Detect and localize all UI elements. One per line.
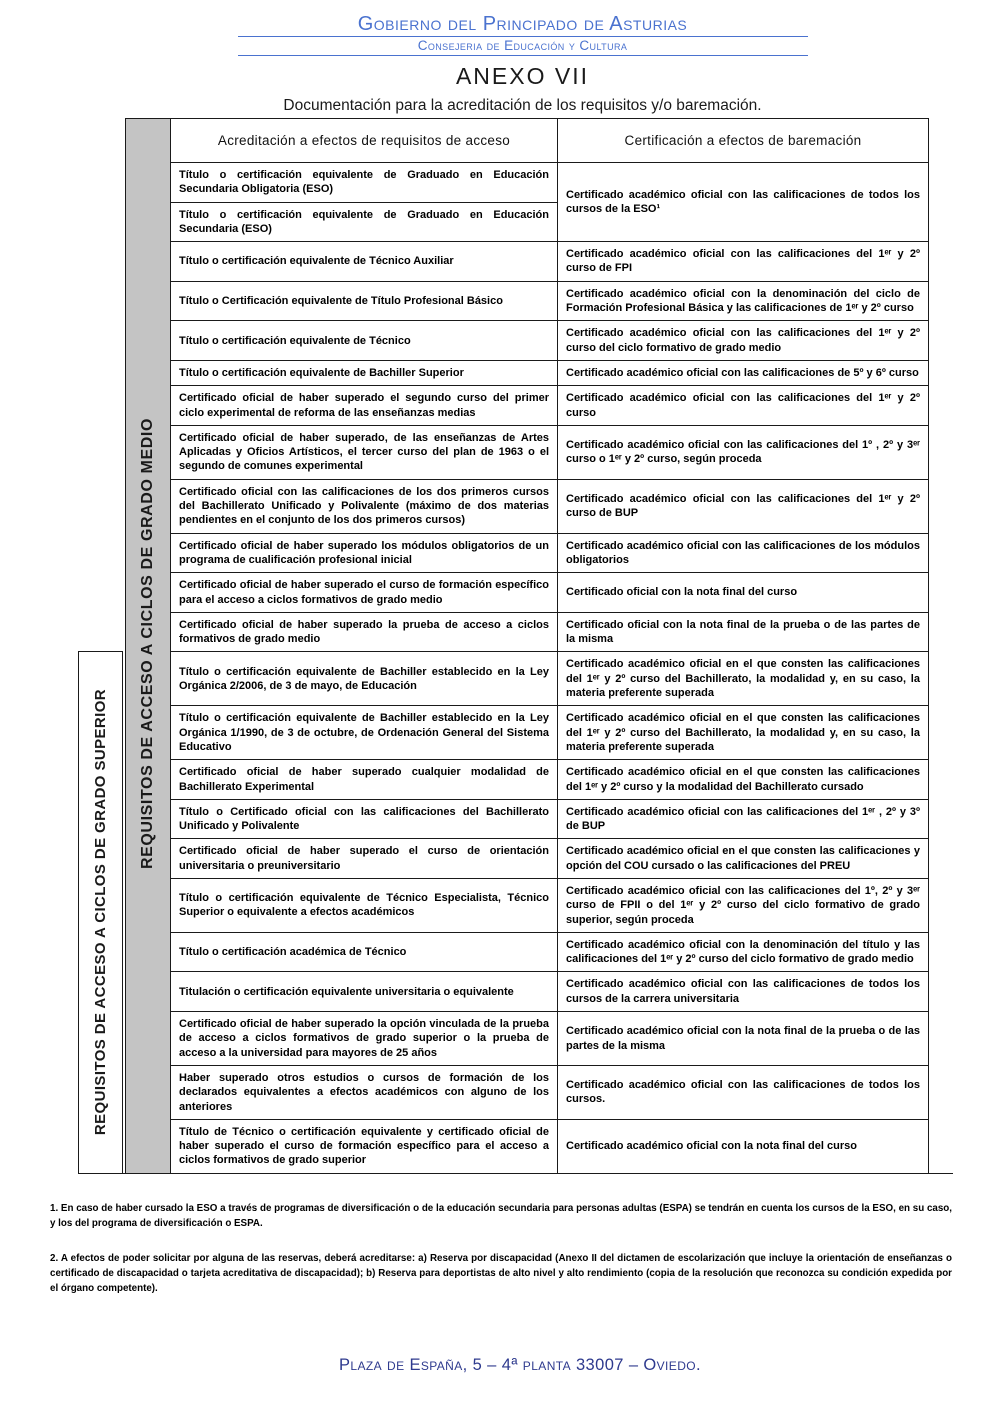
grado-superior-label: REQUISITOS DE ACCESO A CICLOS DE GRADO SUPERIOR — [92, 689, 109, 1136]
table-row — [126, 573, 929, 613]
table-row — [126, 242, 929, 282]
table-row — [126, 612, 929, 652]
acreditacion-cell: Certificado oficial de haber superado el curso de formación específico para el acceso a ciclos formativos de grado medio — [171, 573, 558, 613]
certificacion-cell: Certificado académico oficial en el que consten las calificaciones del 1ᵉʳ y 2º curso y la modalidad del Bachillerato cursado — [558, 760, 929, 800]
footnote-1: 1. En caso de haber cursado la ESO a través de programas de diversificación o de la educación secundaria para personas adultas (ESPA) se tendrán en cuenta los cursos de la ESO, en su caso, y los del programa de diversificación o ESPA. — [50, 1203, 952, 1229]
acreditacion-cell: Certificado oficial de haber superado los módulos obligatorios de un programa de cualificación profesional inicial — [171, 533, 558, 573]
acreditacion-cell: Título o certificación equivalente de Bachiller Superior — [171, 360, 558, 385]
table-row — [126, 760, 929, 800]
org-name: Gobierno del Principado de Asturias — [357, 13, 688, 35]
acreditacion-cell: Título o certificación equivalente de Bachiller establecido en la Ley Orgánica 2/2006, de 3 de mayo, de Educación — [171, 652, 558, 706]
acreditacion-cell: Título o certificación equivalente de Graduado en Educación Secundaria (ESO) — [171, 202, 558, 242]
certificacion-cell: Certificado académico oficial con las calificaciones del 1ᵉʳ , 2º y 3º de BUP — [558, 799, 929, 839]
certificacion-cell: Certificado académico oficial con las calificaciones del 1ᵉʳ y 2º curso de FPI — [558, 242, 929, 282]
table-row — [126, 839, 929, 879]
table-row — [126, 425, 929, 479]
certificacion-cell: Certificado académico oficial con la nota final del curso — [558, 1119, 929, 1173]
acreditacion-cell: Título o certificación académica de Técnico — [171, 932, 558, 972]
certificacion-cell: Certificado académico oficial con la denominación del título y las calificaciones del 1ᵉʳ y 2º curso del ciclo formativo de grado medio — [558, 932, 929, 972]
acreditacion-cell: Certificado oficial de haber superado cualquier modalidad de Bachillerato Experimental — [171, 760, 558, 800]
table-row — [126, 706, 929, 760]
certificacion-cell: Certificado académico oficial con la denominación del ciclo de Formación Profesional Básica y las calificaciones de 1ᵉʳ y 2º curso — [558, 281, 929, 321]
doc-header — [0, 14, 1000, 115]
col-header-certificacion: Certificación a efectos de baremación — [558, 119, 929, 163]
table-row — [126, 1065, 929, 1119]
certificacion-cell: Certificado académico oficial con las calificaciones de todos los cursos de la ESO¹ — [558, 163, 929, 242]
grado-superior-label-box — [78, 651, 123, 1174]
table-bottom-rule — [78, 1173, 953, 1174]
table-row — [126, 479, 929, 533]
acreditacion-cell: Titulación o certificación equivalente universitaria o equivalente — [171, 972, 558, 1012]
acreditacion-cell: Título o Certificación equivalente de Título Profesional Básico — [171, 281, 558, 321]
footnote-2: 2. A efectos de poder solicitar por alguna de las reservas, deberá acreditarse: a) Reserva por discapacidad (Anexo II del dictamen de escolarización que incluye la orientación de enseñanzas o certificado de discapacidad o tarjeta acreditativa de discapacidad); b) Reserva para deportistas de alto nivel y alto rendimiento (copia de la resolución que reconozca su condición expedida por el órgano competente). — [50, 1253, 952, 1294]
table-row — [126, 533, 929, 573]
certificacion-cell: Certificado académico oficial con las calificaciones de todos los cursos. — [558, 1065, 929, 1119]
col-header-acreditacion: Acreditación a efectos de requisitos de acceso — [171, 119, 558, 163]
org-rule — [238, 36, 808, 37]
acreditacion-cell: Certificado oficial de haber superado, de las enseñanzas de Artes Aplicadas y Oficios Artísticos, el tercer curso del plan de 1963 o el segundo de comunes experimental — [171, 425, 558, 479]
certificacion-cell: Certificado académico oficial con las calificaciones del 1ᵉʳ y 2º curso de BUP — [558, 479, 929, 533]
certificacion-cell: Certificado académico oficial con las calificaciones de 5º y 6º curso — [558, 360, 929, 385]
dept-name: Consejeria de Educación y Cultura — [417, 38, 628, 53]
annex-title: ANEXO VII — [455, 62, 590, 89]
dept-rule — [238, 55, 808, 56]
table-row — [126, 1119, 929, 1173]
acreditacion-cell: Título o certificación equivalente de Técnico Auxiliar — [171, 242, 558, 282]
table-row — [126, 321, 929, 361]
certificacion-cell: Certificado académico oficial con la nota final de la prueba o de las partes de la misma — [558, 1012, 929, 1066]
certificacion-cell: Certificado académico oficial en el que consten las calificaciones del 1ᵉʳ y 2º curso del Bachillerato, la modalidad y, en su caso, la materia preferente superada — [558, 706, 929, 760]
certificacion-cell: Certificado académico oficial con las calificaciones del 1º , 2º y 3ᵉʳ curso o 1ᵉʳ y 2º curso, según proceda — [558, 425, 929, 479]
table-row — [126, 972, 929, 1012]
acreditacion-cell: Título o certificación equivalente de Graduado en Educación Secundaria Obligatoria (ESO) — [171, 163, 558, 203]
table-row — [126, 878, 929, 932]
table-row — [126, 163, 929, 203]
table-row — [126, 1012, 929, 1066]
doc-subtitle: Documentación para la acreditación de los requisitos y/o baremación. — [283, 96, 762, 114]
acreditacion-cell: Título de Técnico o certificación equivalente y certificado oficial de haber superado el curso de formación específico para el acceso a ciclos formativos de grado superior — [171, 1119, 558, 1173]
acreditacion-cell: Certificado oficial con las calificaciones de los dos primeros cursos del Bachillerato Unificado y Polivalente (máximo de dos materias pendientes en el conjunto de los dos primeros cursos) — [171, 479, 558, 533]
acreditacion-cell: Título o certificación equivalente de Técnico — [171, 321, 558, 361]
footnotes — [50, 1202, 952, 1296]
certificacion-cell: Certificado académico oficial con las calificaciones de todos los cursos de la carrera universitaria — [558, 972, 929, 1012]
acreditacion-cell: Haber superado otros estudios o cursos de formación de los declarados equivalentes a efectos académicos con alguno de los anteriores — [171, 1065, 558, 1119]
certificacion-cell: Certificado oficial con la nota final del curso — [558, 573, 929, 613]
table-row — [126, 281, 929, 321]
certificacion-cell: Certificado académico oficial con las calificaciones del 1ᵉʳ y 2º curso del ciclo formativo de grado medio — [558, 321, 929, 361]
acreditacion-cell: Certificado oficial de haber superado la opción vinculada de la prueba de acceso a ciclos formativos de grado superior o la prueba de acceso a la universidad para mayores de 25 años — [171, 1012, 558, 1066]
certificacion-cell: Certificado académico oficial en el que consten las calificaciones y opción del COU cursado o las calificaciones del PREU — [558, 839, 929, 879]
certificacion-cell: Certificado académico oficial con las calificaciones del 1º, 2º y 3ᵉʳ curso de FPII o del 1ᵉʳ y 2º curso del ciclo formativo de grado superior, según proceda — [558, 878, 929, 932]
grado-medio-label: REQUISITOS DE ACCESO A CICLOS DE GRADO MEDIO — [139, 417, 156, 869]
table-row — [126, 799, 929, 839]
requirements-table — [125, 118, 929, 1174]
table-row — [126, 932, 929, 972]
certificacion-cell: Certificado académico oficial con las calificaciones del 1ᵉʳ y 2º curso — [558, 386, 929, 426]
table-row — [126, 386, 929, 426]
acreditacion-cell: Certificado oficial de haber superado el segundo curso del primer ciclo experimental de reforma de las enseñanzas medias — [171, 386, 558, 426]
certificacion-cell: Certificado oficial con la nota final de la prueba o de las partes de la misma — [558, 612, 929, 652]
acreditacion-cell: Certificado oficial de haber superado el curso de orientación universitaria o preuniversitario — [171, 839, 558, 879]
acreditacion-cell: Título o Certificado oficial con las calificaciones del Bachillerato Unificado y Polivalente — [171, 799, 558, 839]
grado-medio-band — [126, 119, 171, 1174]
certificacion-cell: Certificado académico oficial en el que consten las calificaciones del 1ᵉʳ y 2º curso del Bachillerato, la modalidad y, en su caso, la materia preferente superada — [558, 652, 929, 706]
acreditacion-cell: Título o certificación equivalente de Técnico Especialista, Técnico Superior o equivalente a efectos académicos — [171, 878, 558, 932]
footer-address: Plaza de España, 5 – 4ª planta 33007 – Oviedo. — [339, 1356, 701, 1374]
acreditacion-cell: Título o certificación equivalente de Bachiller establecido en la Ley Orgánica 1/1990, de 3 de octubre, de Ordenación General del Sistema Educativo — [171, 706, 558, 760]
table-header-row — [126, 119, 929, 163]
table-wrap — [92, 118, 928, 1174]
table-row — [126, 652, 929, 706]
table-row — [126, 360, 929, 385]
acreditacion-cell: Certificado oficial de haber superado la prueba de acceso a ciclos formativos de grado medio — [171, 612, 558, 652]
certificacion-cell: Certificado académico oficial con las calificaciones de los módulos obligatorios — [558, 533, 929, 573]
